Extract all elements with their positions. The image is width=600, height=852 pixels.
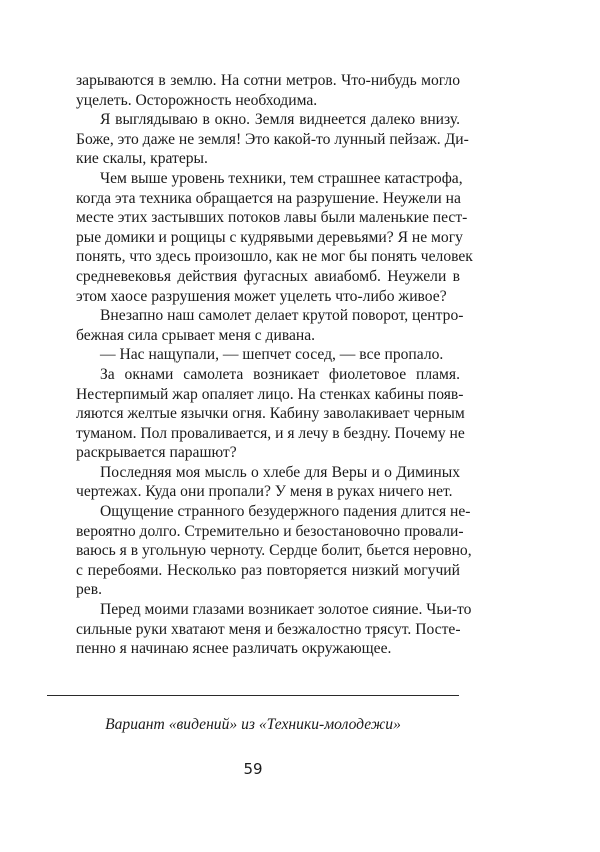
text-line: с перебоями. Несколько раз повторяется низкий могучий bbox=[76, 561, 460, 579]
paragraph bbox=[76, 502, 472, 600]
text-line: чертежах. Куда они пропали? У меня в руках ничего нет. bbox=[76, 483, 453, 501]
text-line: Чем выше уровень техники, тем страшнее катастрофа, bbox=[100, 169, 463, 187]
text-line: Ощущение странного безудержного падения длится не- bbox=[100, 503, 471, 521]
text-line: — Нас нащупали, — шепчет сосед, — все пропало. bbox=[100, 346, 444, 364]
text-line: бежная сила срывает меня с дивана. bbox=[76, 326, 316, 344]
page-number: 59 bbox=[243, 760, 263, 778]
paragraph bbox=[76, 169, 473, 306]
paragraph bbox=[76, 345, 460, 365]
body-text bbox=[76, 71, 473, 659]
paragraph bbox=[76, 463, 460, 502]
text-line: ляются желтые язычки огня. Кабину заволакивает черным bbox=[76, 405, 465, 423]
text-line: пенно я начинаю яснее различать окружающее. bbox=[76, 640, 392, 658]
text-line: уцелеть. Осторожность необходима. bbox=[76, 91, 318, 109]
text-line: туманом. Пол проваливается, и я лечу в бездну. Почему не bbox=[76, 424, 465, 442]
text-line: ваюсь я в угольную черноту. Сердце болит, бьется неровно, bbox=[76, 542, 472, 560]
text-line: понять, что здесь произошло, как не мог бы понять человек bbox=[76, 248, 473, 266]
paragraph bbox=[76, 110, 469, 169]
text-line: вероятно долго. Стремительно и безостановочно провали- bbox=[76, 522, 464, 540]
paragraph bbox=[76, 71, 460, 110]
paragraph bbox=[76, 600, 472, 659]
footnote-divider bbox=[47, 695, 459, 696]
paragraph bbox=[76, 365, 465, 463]
text-line: средневековья действия фугасных авиабомб. Неужели в bbox=[76, 267, 460, 285]
text-line: раскрывается парашют? bbox=[76, 444, 237, 462]
text-line: сильные руки хватают меня и безжалостно трясут. Посте- bbox=[76, 620, 461, 638]
caption: Вариант «видений» из «Техники-молодежи» bbox=[105, 716, 401, 733]
text-line: Нестерпимый жар опаляет лицо. На стенках кабины появ- bbox=[76, 385, 464, 403]
text-line: кие скалы, кратеры. bbox=[76, 150, 208, 168]
text-line: зарываются в землю. На сотни метров. Что-нибудь могло bbox=[76, 72, 460, 89]
text-line: Последняя моя мысль о хлебе для Веры и о Диминых bbox=[100, 463, 460, 481]
text-line: рев. bbox=[76, 581, 102, 599]
text-line: Боже, это даже не земля! Это какой-то лунный пейзаж. Ди- bbox=[76, 130, 469, 148]
paragraph bbox=[76, 306, 464, 345]
text-line: когда эта техника обращается на разрушение. Неужели на bbox=[76, 189, 461, 207]
text-line: Перед моими глазами возникает золотое сияние. Чьи-то bbox=[100, 601, 472, 619]
text-line: Я выглядываю в окно. Земля виднеется далеко внизу. bbox=[100, 111, 460, 129]
text-line: месте этих застывших потоков лавы были маленькие пест- bbox=[76, 209, 468, 227]
text-line: рые домики и рощицы с кудрявыми деревьями? Я не могу bbox=[76, 228, 463, 246]
text-line: Внезапно наш самолет делает крутой поворот, центро- bbox=[100, 307, 464, 325]
text-line: этом хаосе разрушения может уцелеть что-либо живое? bbox=[76, 287, 447, 305]
text-line: За окнами самолета возникает фиолетовое пламя. bbox=[100, 365, 460, 383]
